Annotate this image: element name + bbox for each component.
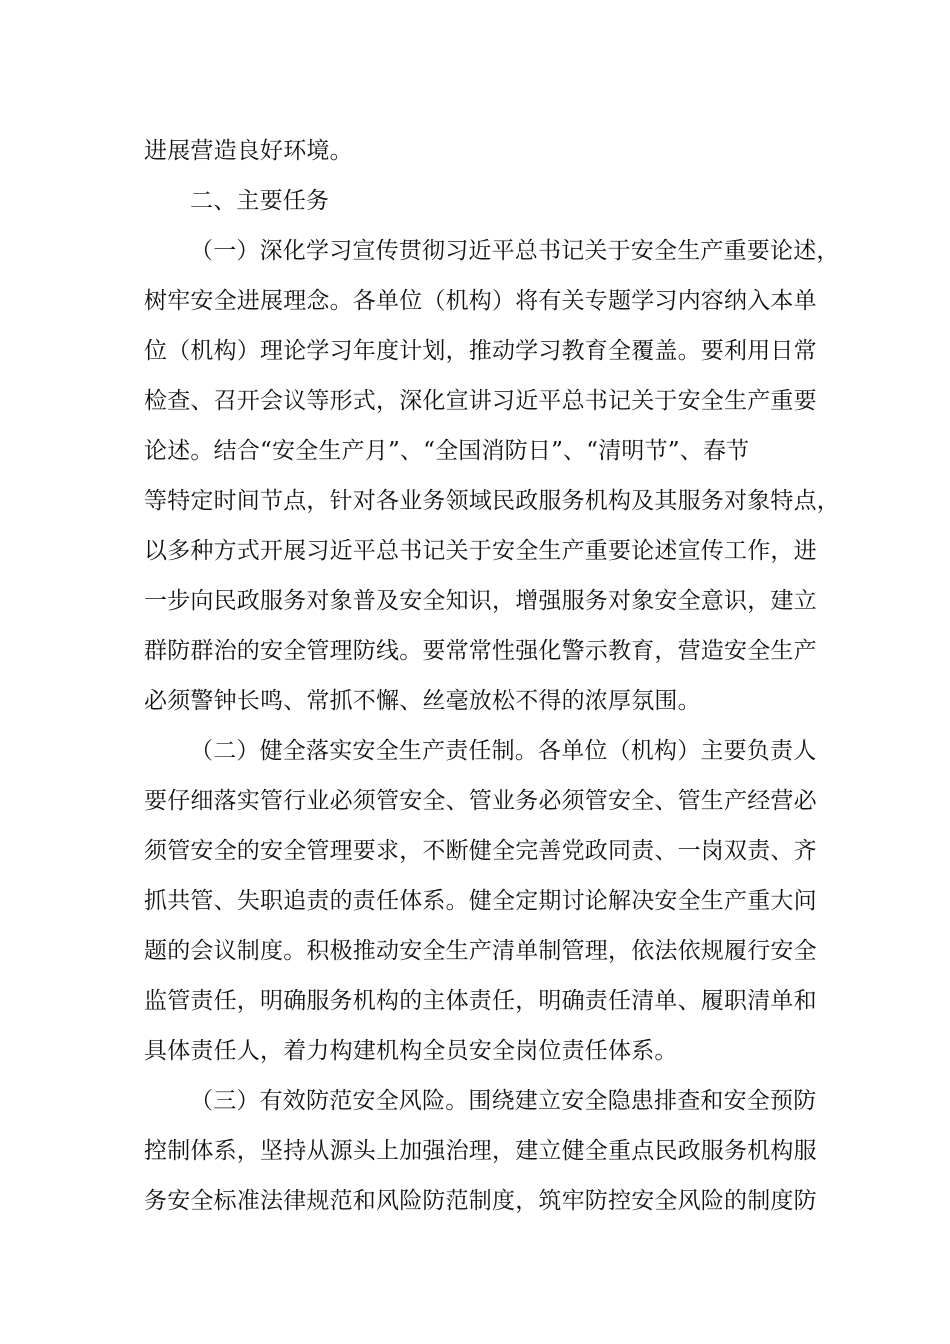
paragraph-line: 控制体系，坚持从源头上加强治理，建立健全重点民政服务机构服 [144,1138,817,1164]
paragraph-line: （三）有效防范安全风险。围绕建立安全隐患排查和安全预防 [190,1088,817,1114]
paragraph-line: 具体责任人，着力构建机构全员安全岗位责任体系。 [144,1038,678,1064]
paragraph-line: 等特定时间节点，针对各业务领域民政服务机构及其服务对象特点， [144,488,840,514]
paragraph-line: 位（机构）理论学习年度计划，推动学习教育全覆盖。要利用日常 [144,338,817,364]
paragraph-line: 一步向民政服务对象普及安全知识，增强服务对象安全意识，建立 [144,588,817,614]
paragraph-line: 要仔细落实管行业必须管安全、管业务必须管安全、管生产经营必 [144,788,817,814]
paragraph-line: 抓共管、失职追责的责任体系。健全定期讨论解决安全生产重大问 [144,888,817,914]
paragraph-line: （二）健全落实安全生产责任制。各单位（机构）主要负责人 [190,738,817,764]
paragraph-line: 务安全标准法律规范和风险防范制度，筑牢防控安全风险的制度防 [144,1188,817,1214]
paragraph-line: 论述。结合“安全生产月”、“全国消防日”、“清明节”、春节 [144,438,750,464]
paragraph-line: 必须警钟长鸣、常抓不懈、丝毫放松不得的浓厚氛围。 [144,688,701,714]
paragraph-line: 监管责任，明确服务机构的主体责任，明确责任清单、履职清单和 [144,988,817,1014]
section-heading: 二、主要任务 [190,188,330,214]
paragraph-line: 题的会议制度。积极推动安全生产清单制管理，依法依规履行安全 [144,938,817,964]
paragraph-line: 群防群治的安全管理防线。要常常性强化警示教育，营造安全生产 [144,638,817,664]
paragraph-line: 检查、召开会议等形式，深化宣讲习近平总书记关于安全生产重要 [144,388,817,414]
paragraph-line: 须管安全的安全管理要求，不断健全完善党政同责、一岗双责、齐 [144,838,817,864]
paragraph-line: （一）深化学习宣传贯彻习近平总书记关于安全生产重要论述， [190,238,840,264]
paragraph-line: 进展营造良好环境。 [144,138,353,164]
paragraph-line: 以多种方式开展习近平总书记关于安全生产重要论述宣传工作，进 [144,538,817,564]
paragraph-line: 树牢安全进展理念。各单位（机构）将有关专题学习内容纳入本单 [144,288,817,314]
